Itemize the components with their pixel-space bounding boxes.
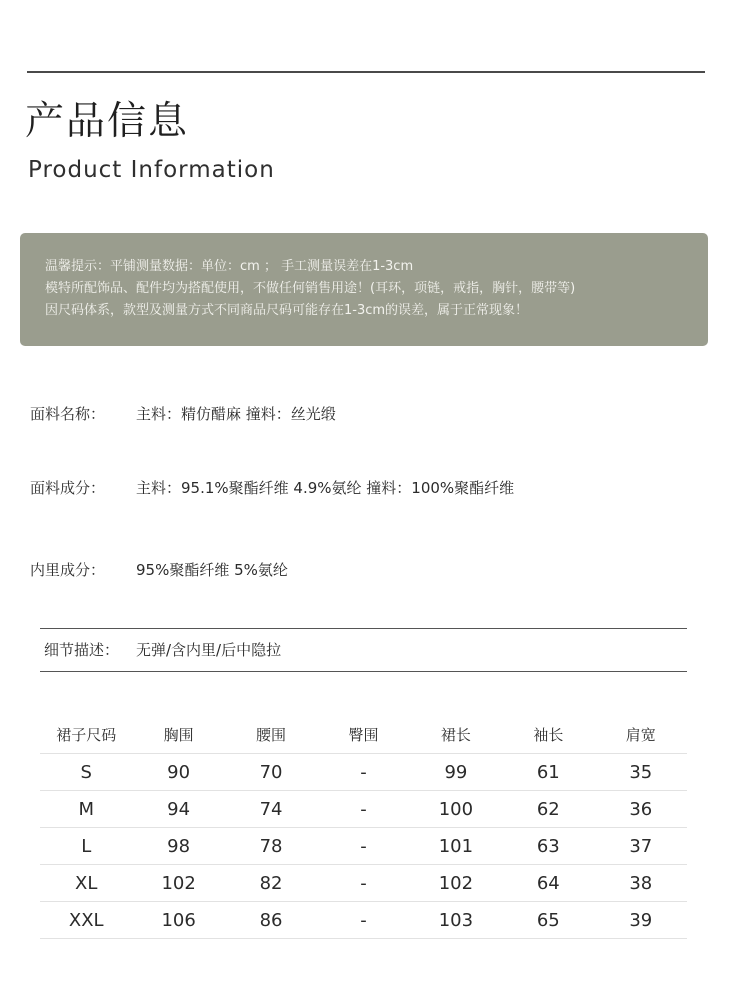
lining-composition-row [30,560,288,580]
size-cell: - [317,791,409,828]
size-cell: XXL [40,902,132,939]
notice-box [20,233,708,346]
size-cell: 78 [225,828,317,865]
page-subtitle: Product Information [28,157,275,183]
size-cell: XL [40,865,132,902]
size-header-cell: 裙子尺码 [40,716,132,754]
size-cell: 63 [502,828,594,865]
size-cell: - [317,754,409,791]
lining-composition-label: 内里成分： [30,561,106,579]
size-cell: 82 [225,865,317,902]
size-cell: - [317,828,409,865]
size-cell: 86 [225,902,317,939]
size-cell: 65 [502,902,594,939]
size-cell: 64 [502,865,594,902]
size-cell: 61 [502,754,594,791]
size-cell: 106 [132,902,224,939]
size-cell: S [40,754,132,791]
size-cell: 37 [595,828,687,865]
table-row [40,828,687,865]
size-cell: 36 [595,791,687,828]
size-cell: 62 [502,791,594,828]
size-cell: 74 [225,791,317,828]
size-cell: 101 [410,828,502,865]
table-row [40,865,687,902]
size-cell: 94 [132,791,224,828]
size-cell: - [317,902,409,939]
table-row [40,791,687,828]
page-title: 产品信息 [25,99,190,144]
size-cell: - [317,865,409,902]
size-cell: 38 [595,865,687,902]
notice-line: 因尺码体系，款型及测量方式不同商品尺码可能存在1-3cm的误差，属于正常现象！ [45,303,529,318]
size-header-cell: 胸围 [132,716,224,754]
notice-line: 温馨提示：平铺测量数据：单位：cm ； 手工测量误差在1-3cm [45,259,414,274]
size-cell: L [40,828,132,865]
size-cell: 70 [225,754,317,791]
size-table-header-row [40,716,687,754]
details-row [40,628,687,672]
size-table [40,716,687,939]
top-divider [27,71,705,73]
fabric-composition-value: 主料：95.1%聚酯纤维 4.9%氨纶 撞料：100%聚酯纤维 [136,479,515,497]
size-cell: 102 [132,865,224,902]
fabric-name-label: 面料名称： [30,405,106,423]
notice-line: 模特所配饰品、配件均为搭配使用，不做任何销售用途！(耳环，项链，戒指，胸针，腰带等) [45,281,576,296]
size-cell: 99 [410,754,502,791]
size-cell: 90 [132,754,224,791]
size-header-cell: 腰围 [225,716,317,754]
table-row [40,754,687,791]
size-header-cell: 裙长 [410,716,502,754]
size-cell: 35 [595,754,687,791]
size-cell: M [40,791,132,828]
fabric-name-row [30,404,336,424]
size-cell: 98 [132,828,224,865]
table-row [40,902,687,939]
size-header-cell: 袖长 [502,716,594,754]
details-value: 无弹/含内里/后中隐拉 [136,641,282,659]
size-header-cell: 肩宽 [595,716,687,754]
size-cell: 39 [595,902,687,939]
details-label: 细节描述： [44,641,120,659]
fabric-name-value: 主料：精仿醋麻 撞料：丝光缎 [136,405,336,423]
fabric-composition-row [30,478,514,498]
size-cell: 100 [410,791,502,828]
lining-composition-value: 95%聚酯纤维 5%氨纶 [136,561,288,579]
size-cell: 102 [410,865,502,902]
fabric-composition-label: 面料成分： [30,479,106,497]
size-header-cell: 臀围 [317,716,409,754]
size-cell: 103 [410,902,502,939]
